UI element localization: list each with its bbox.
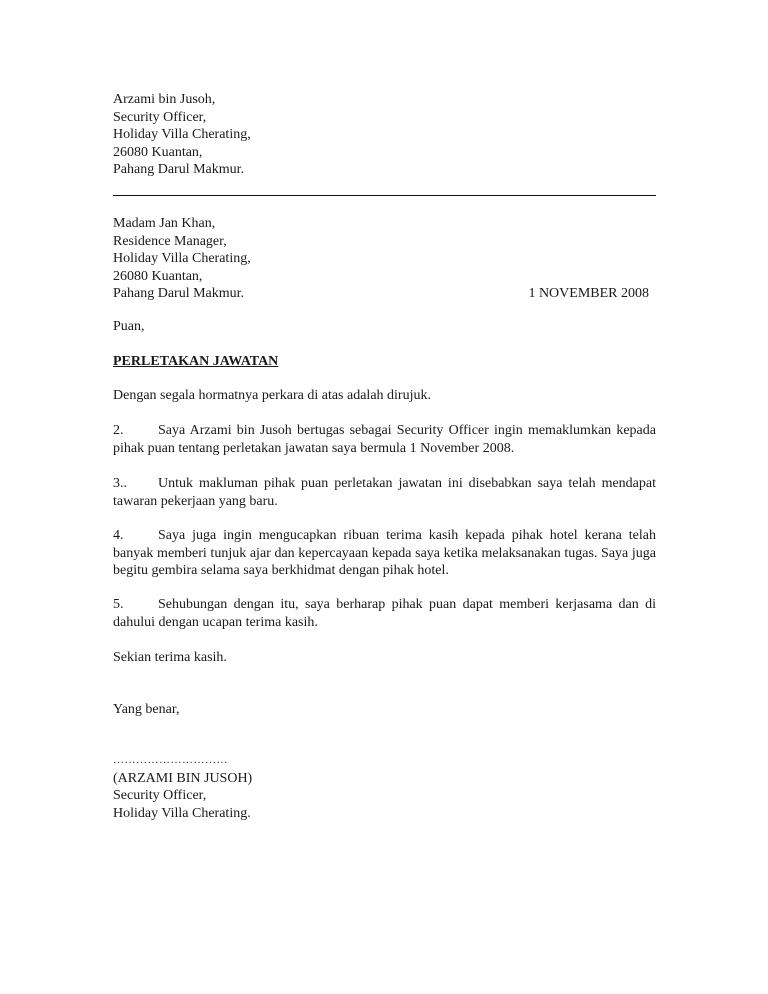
paragraph-text: Saya juga ingin mengucapkan ribuan terima kasih kepada pihak hotel kerana telah banyak memberi tunjuk ajar dan kepercayaan kepada saya ketika melaksanakan tugas. Saya juga begitu gembira selama saya berkhidmat dengan pihak hotel. <box>113 528 656 578</box>
recipient-name: Madam Jan Khan, <box>113 216 216 231</box>
recipient-state-date-row <box>113 285 649 303</box>
header-divider <box>113 195 656 196</box>
signatory-name: (ARZAMI BIN JUSOH) <box>113 770 253 786</box>
paragraph-text: Untuk makluman pihak puan perletakan jawatan ini disebabkan saya telah mendapat tawaran pekerjaan yang baru. <box>113 476 656 509</box>
opening-line: Dengan segala hormatnya perkara di atas adalah dirujuk. <box>113 388 431 403</box>
sender-name: Arzami bin Jusoh, <box>113 92 216 107</box>
signatory-title: Security Officer, <box>113 788 207 803</box>
recipient-city: 26080 Kuantan, <box>113 268 203 284</box>
signature-dotted-line: ………………………… <box>113 754 228 766</box>
paragraph-text: Saya Arzami bin Jusoh bertugas sebagai Security Officer ingin memaklumkan kepada pihak puan tentang perletakan jawatan saya bermula 1 November 2008. <box>113 423 656 456</box>
paragraph-number: 2. <box>113 423 124 438</box>
closing-line: Sekian terima kasih. <box>113 650 227 665</box>
paragraph-3 <box>113 475 656 510</box>
letter-date: 1 NOVEMBER 2008 <box>528 286 649 301</box>
sender-address <box>113 91 656 179</box>
valediction: Yang benar, <box>113 702 180 717</box>
sender-position: Security Officer, <box>113 109 207 125</box>
paragraph-4 <box>113 527 656 580</box>
paragraph-number: 5. <box>113 597 124 612</box>
subject-heading: PERLETAKAN JAWATAN <box>113 354 279 369</box>
signature-block <box>113 752 656 822</box>
sender-company: Holiday Villa Cherating, <box>113 127 251 142</box>
recipient-position: Residence Manager, <box>113 233 227 249</box>
paragraph-2 <box>113 422 656 457</box>
sender-state: Pahang Darul Makmur. <box>113 162 245 177</box>
salutation: Puan, <box>113 319 145 334</box>
recipient-state: Pahang Darul Makmur. <box>113 286 245 301</box>
paragraph-number: 3.. <box>113 476 127 491</box>
paragraph-5 <box>113 596 656 631</box>
paragraph-number: 4. <box>113 528 124 543</box>
paragraph-text: Sehubungan dengan itu, saya berharap pihak puan dapat memberi kerjasama dan di dahului dengan ucapan terima kasih. <box>113 597 656 630</box>
sender-city: 26080 Kuantan, <box>113 144 203 160</box>
recipient-company: Holiday Villa Cherating, <box>113 251 251 266</box>
recipient-address <box>113 215 656 303</box>
signatory-org: Holiday Villa Cherating. <box>113 805 251 821</box>
